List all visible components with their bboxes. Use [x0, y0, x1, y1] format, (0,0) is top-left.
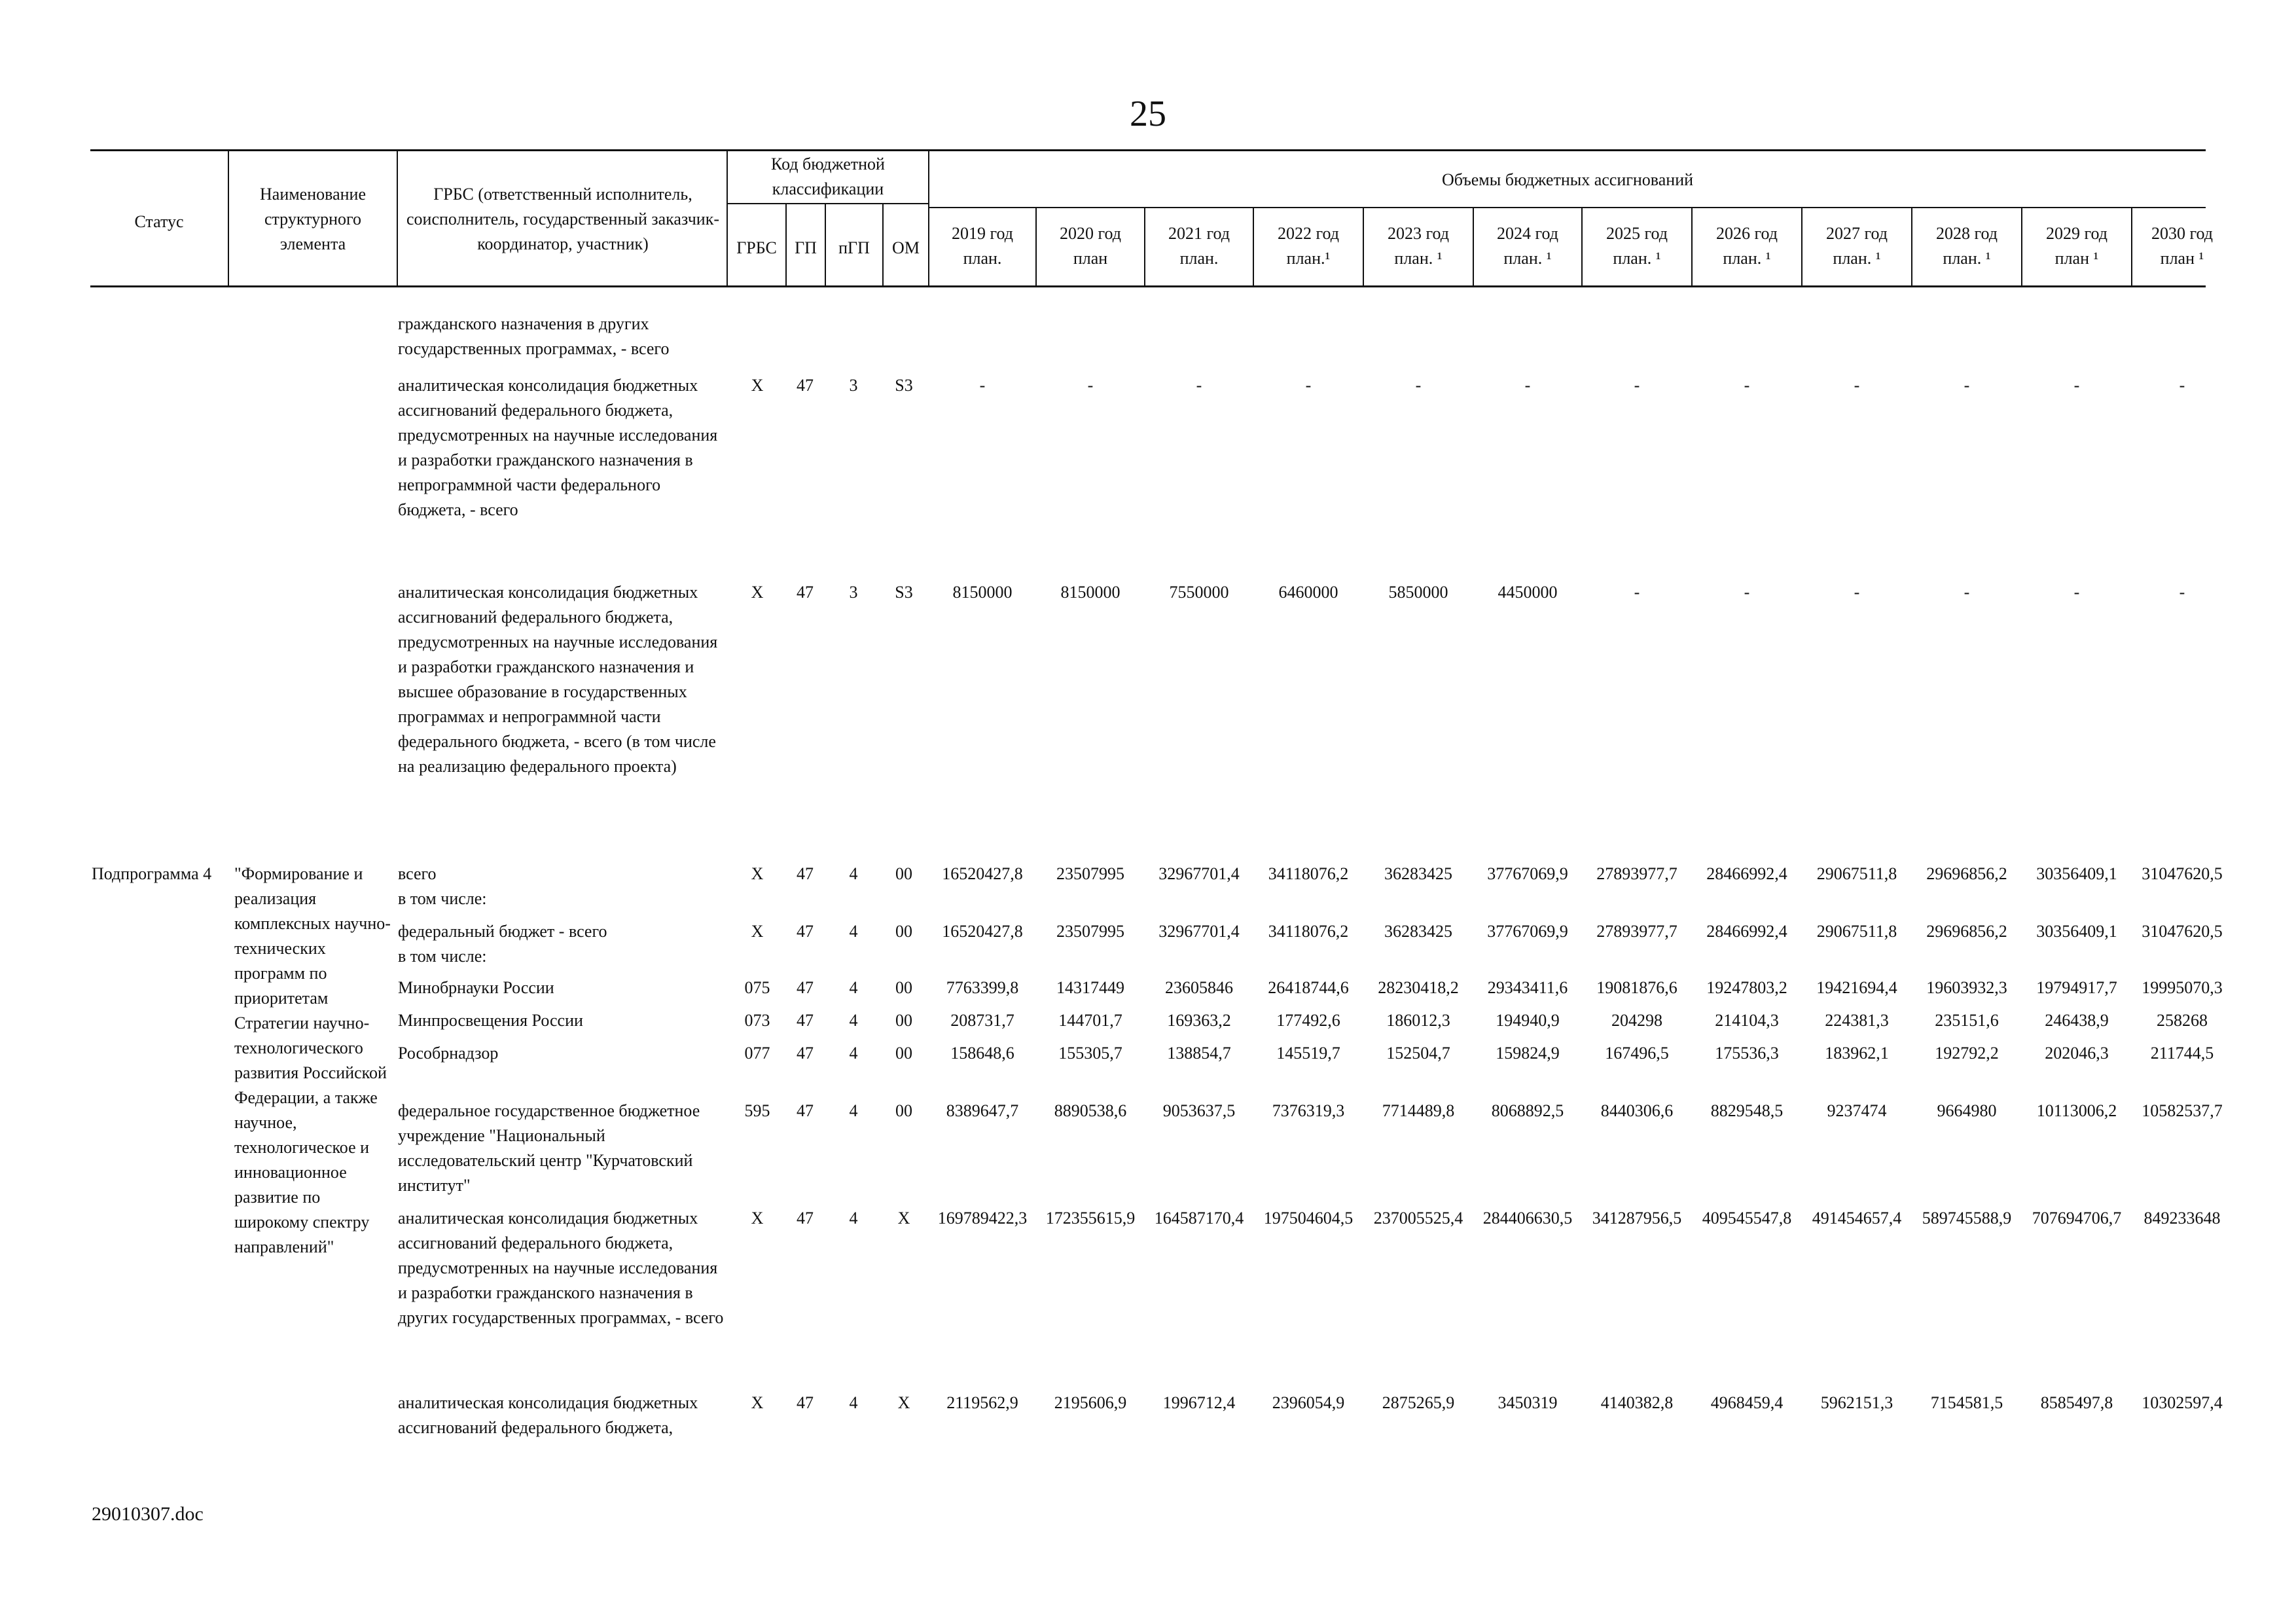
cell-2020: 8150000 — [1060, 583, 1121, 602]
cell-2029: 30356409,1 — [2036, 864, 2117, 883]
cell-pgp: 4 — [849, 864, 858, 883]
row-name: гражданского назначения в других государственных программах, - всего — [398, 314, 670, 358]
cell-2023: 237005525,4 — [1373, 1209, 1463, 1228]
cell-gp: 47 — [797, 1393, 814, 1412]
cell-2027: 183962,1 — [1825, 1044, 1889, 1063]
cell-2027: 491454657,4 — [1812, 1209, 1902, 1228]
cell-2029: - — [2073, 376, 2080, 395]
cell-2027: 19421694,4 — [1816, 978, 1897, 997]
header-year-2027: 2027 год план. ¹ — [1826, 224, 1888, 268]
cell-2024: 3450319 — [1498, 1393, 1558, 1412]
cell-2020: 172355615,9 — [1045, 1209, 1136, 1228]
cell-2019: 158648,6 — [950, 1044, 1014, 1063]
header-year-2029: 2029 год план ¹ — [2046, 224, 2108, 268]
cell-pgp: 4 — [849, 1101, 858, 1120]
cell-2021: 169363,2 — [1167, 1011, 1231, 1030]
cell-2029: 10113006,2 — [2036, 1101, 2117, 1120]
cell-2022: 7376319,3 — [1272, 1101, 1345, 1120]
header-year-2028: 2028 год план. ¹ — [1936, 224, 1998, 268]
header-code-gp: ГП — [795, 238, 817, 257]
cell-2030: 10302597,4 — [2142, 1393, 2223, 1412]
cell-2028: 29696856,2 — [1926, 922, 2007, 941]
cell-2019: 8389647,7 — [946, 1101, 1019, 1120]
cell-gp: 47 — [797, 922, 814, 941]
header-year-2024: 2024 год план. ¹ — [1497, 224, 1558, 268]
cell-2030: - — [2179, 376, 2185, 395]
cell-2027: 29067511,8 — [1816, 864, 1897, 883]
cell-2021: 32967701,4 — [1158, 922, 1240, 941]
cell-2027: 224381,3 — [1825, 1011, 1889, 1030]
cell-2022: - — [1305, 376, 1312, 395]
cell-2026: 19247803,2 — [1706, 978, 1787, 997]
cell-2020: 23507995 — [1056, 922, 1124, 941]
cell-2025: 27893977,7 — [1596, 922, 1677, 941]
cell-2030: 31047620,5 — [2142, 922, 2223, 941]
cell-gp: 47 — [797, 376, 814, 395]
cell-2030: - — [2179, 583, 2185, 602]
cell-pgp: 4 — [849, 1393, 858, 1412]
cell-2027: 5962151,3 — [1820, 1393, 1893, 1412]
cell-2030: 19995070,3 — [2142, 978, 2223, 997]
cell-gp: 47 — [797, 864, 814, 883]
cell-2028: - — [1964, 376, 1970, 395]
cell-om: 00 — [895, 978, 912, 997]
cell-2023: - — [1415, 376, 1422, 395]
cell-2019: 16520427,8 — [942, 922, 1023, 941]
cell-2022: 34118076,2 — [1268, 864, 1349, 883]
cell-2024: 194940,9 — [1496, 1011, 1560, 1030]
cell-2025: 167496,5 — [1605, 1044, 1669, 1063]
header-element: Наименование структурного элемента — [260, 185, 366, 253]
page-number: 25 — [1130, 94, 1166, 134]
cell-2025: - — [1634, 583, 1640, 602]
row-name: федеральное государственное бюджетное учреждение "Национальный исследовательский центр "Курчатовский институт" — [398, 1101, 700, 1195]
row-name: Рособрнадзор — [398, 1044, 499, 1063]
cell-gp: 47 — [797, 1044, 814, 1063]
header-year-2026: 2026 год план. ¹ — [1716, 224, 1778, 268]
cell-2028: 235151,6 — [1935, 1011, 1999, 1030]
row-name: аналитическая консолидация бюджетных ассигнований федерального бюджета, предусмотренных на научные исследования и разработки гражданского назначения и высшее образование в государственных программах и непрограммной части федерального бюджета, - всего (в том числе на реализацию федерального проекта) — [398, 583, 718, 776]
cell-2024: 29343411,6 — [1487, 978, 1568, 997]
cell-2029: 8585497,8 — [2040, 1393, 2113, 1412]
cell-2022: 34118076,2 — [1268, 922, 1349, 941]
cell-2029: 707694706,7 — [2032, 1209, 2122, 1228]
cell-2023: 2875265,9 — [1382, 1393, 1455, 1412]
cell-2022: 197504604,5 — [1263, 1209, 1354, 1228]
cell-2030: 849233648 — [2144, 1209, 2221, 1228]
cell-gp: 47 — [797, 583, 814, 602]
cell-2028: 29696856,2 — [1926, 864, 2007, 883]
cell-2021: - — [1196, 376, 1202, 395]
cell-2019: 2119562,9 — [946, 1393, 1018, 1412]
cell-gp: 47 — [797, 978, 814, 997]
cell-2030: 211744,5 — [2150, 1044, 2214, 1063]
cell-grbs: X — [751, 1393, 764, 1412]
cell-2021: 23605846 — [1165, 978, 1233, 997]
cell-2020: 23507995 — [1056, 864, 1124, 883]
cell-grbs: 073 — [744, 1011, 770, 1030]
cell-2027: 9237474 — [1827, 1101, 1887, 1120]
cell-2025: - — [1634, 376, 1640, 395]
cell-2020: 14317449 — [1056, 978, 1124, 997]
cell-2024: 37767069,9 — [1487, 922, 1568, 941]
volumes-group-rule — [928, 207, 2206, 208]
header-year-2030: 2030 год план ¹ — [2151, 224, 2213, 268]
cell-om: 00 — [895, 1101, 912, 1120]
cell-2025: 204298 — [1611, 1011, 1662, 1030]
cell-2019: 169789422,3 — [937, 1209, 1028, 1228]
cell-grbs: 595 — [744, 1101, 770, 1120]
header-year-2021: 2021 год план. — [1168, 224, 1230, 268]
cell-2023: 36283425 — [1384, 922, 1452, 941]
row-name: всего в том числе: — [398, 864, 487, 908]
cell-pgp: 3 — [849, 376, 858, 395]
cell-2028: 7154581,5 — [1930, 1393, 2003, 1412]
cell-2024: 8068892,5 — [1491, 1101, 1564, 1120]
col-divider — [228, 149, 229, 285]
cell-2023: 7714489,8 — [1382, 1101, 1455, 1120]
cell-2022: 2396054,9 — [1272, 1393, 1345, 1412]
cell-2028: - — [1964, 583, 1970, 602]
row-name: федеральный бюджет - всего в том числе: — [398, 922, 607, 966]
cell-2020: - — [1087, 376, 1094, 395]
subprogram-status: Подпрограмма 4 — [92, 864, 212, 883]
code-group-rule — [726, 203, 928, 204]
header-year-2022: 2022 год план.¹ — [1278, 224, 1339, 268]
cell-2026: 175536,3 — [1715, 1044, 1779, 1063]
col-divider — [726, 149, 728, 285]
cell-2027: - — [1854, 583, 1860, 602]
cell-2026: 214104,3 — [1715, 1011, 1779, 1030]
cell-gp: 47 — [797, 1209, 814, 1228]
cell-2021: 138854,7 — [1167, 1044, 1231, 1063]
row-name: Минобрнауки России — [398, 978, 554, 997]
cell-2019: - — [979, 376, 986, 395]
row-name: Минпросвещения России — [398, 1011, 583, 1030]
cell-2029: 30356409,1 — [2036, 922, 2117, 941]
cell-pgp: 4 — [849, 978, 858, 997]
cell-2020: 8890538,6 — [1054, 1101, 1127, 1120]
cell-2021: 7550000 — [1169, 583, 1229, 602]
cell-2019: 7763399,8 — [946, 978, 1019, 997]
cell-2022: 145519,7 — [1276, 1044, 1340, 1063]
cell-2026: 28466992,4 — [1706, 864, 1787, 883]
cell-grbs: X — [751, 1209, 764, 1228]
cell-2021: 164587170,4 — [1154, 1209, 1244, 1228]
cell-pgp: 4 — [849, 1209, 858, 1228]
cell-2025: 4140382,8 — [1600, 1393, 1674, 1412]
cell-om: S3 — [895, 583, 913, 602]
cell-om: 00 — [895, 1011, 912, 1030]
cell-2029: 202046,3 — [2045, 1044, 2109, 1063]
cell-2025: 27893977,7 — [1596, 864, 1677, 883]
cell-pgp: 4 — [849, 1044, 858, 1063]
cell-2029: 246438,9 — [2045, 1011, 2109, 1030]
cell-2023: 152504,7 — [1386, 1044, 1450, 1063]
cell-2023: 36283425 — [1384, 864, 1452, 883]
row-name: аналитическая консолидация бюджетных ассигнований федерального бюджета, предусмотренных на научные исследования и разработки гражданского назначения в других государственных программах, - всего — [398, 1209, 724, 1327]
header-code-pgp: пГП — [838, 238, 870, 257]
header-year-2020: 2020 год план — [1060, 224, 1121, 268]
cell-om: X — [897, 1209, 910, 1228]
header-volumes: Объемы бюджетных ассигнований — [1441, 170, 1694, 189]
cell-grbs: 077 — [744, 1044, 770, 1063]
cell-grbs: X — [751, 376, 764, 395]
cell-2026: - — [1744, 376, 1750, 395]
cell-pgp: 4 — [849, 1011, 858, 1030]
cell-2026: 4968459,4 — [1710, 1393, 1784, 1412]
cell-2022: 177492,6 — [1276, 1011, 1340, 1030]
cell-om: S3 — [895, 376, 913, 395]
cell-2025: 8440306,6 — [1600, 1101, 1674, 1120]
subprogram-element-name: "Формирование и реализация комплексных научно-технических программ по приоритетам Стратегии научно-технологического развития Российской Федерации, а также научное, технологическое и инновационное развитие по широкому спектру направлений" — [234, 864, 391, 1256]
header-code-grbs: ГРБС — [736, 238, 777, 257]
cell-2025: 19081876,6 — [1596, 978, 1677, 997]
cell-2023: 28230418,2 — [1378, 978, 1459, 997]
cell-2021: 32967701,4 — [1158, 864, 1240, 883]
cell-om: 00 — [895, 864, 912, 883]
cell-om: X — [897, 1393, 910, 1412]
cell-2025: 341287956,5 — [1592, 1209, 1682, 1228]
cell-2019: 8150000 — [952, 583, 1013, 602]
header-year-2025: 2025 год план. ¹ — [1606, 224, 1668, 268]
cell-2026: 8829548,5 — [1710, 1101, 1784, 1120]
cell-pgp: 4 — [849, 922, 858, 941]
cell-grbs: X — [751, 922, 764, 941]
cell-2026: - — [1744, 583, 1750, 602]
cell-grbs: 075 — [744, 978, 770, 997]
col-divider — [397, 149, 398, 285]
cell-2019: 208731,7 — [950, 1011, 1014, 1030]
cell-2024: 284406630,5 — [1482, 1209, 1573, 1228]
cell-2020: 155305,7 — [1058, 1044, 1122, 1063]
cell-om: 00 — [895, 922, 912, 941]
cell-2023: 5850000 — [1388, 583, 1448, 602]
cell-2021: 1996712,4 — [1162, 1393, 1236, 1412]
cell-2026: 409545547,8 — [1702, 1209, 1792, 1228]
header-code-om: ОМ — [892, 238, 920, 257]
cell-2024: - — [1524, 376, 1531, 395]
cell-2028: 19603932,3 — [1926, 978, 2007, 997]
row-name: аналитическая консолидация бюджетных ассигнований федерального бюджета, — [398, 1393, 698, 1437]
cell-gp: 47 — [797, 1101, 814, 1120]
cell-2020: 2195606,9 — [1054, 1393, 1127, 1412]
cell-2027: - — [1854, 376, 1860, 395]
cell-2030: 31047620,5 — [2142, 864, 2223, 883]
header-code-group: Код бюджетной классификации — [771, 155, 885, 198]
cell-2029: - — [2073, 583, 2080, 602]
header-grbs-responsible: ГРБС (ответственный исполнитель, соисполнитель, государственный заказчик-координатор, участник) — [406, 185, 719, 253]
header-year-2019: 2019 год план. — [952, 224, 1013, 268]
cell-pgp: 3 — [849, 583, 858, 602]
cell-2028: 192792,2 — [1935, 1044, 1999, 1063]
cell-2026: 28466992,4 — [1706, 922, 1787, 941]
cell-om: 00 — [895, 1044, 912, 1063]
cell-2021: 9053637,5 — [1162, 1101, 1236, 1120]
cell-2028: 589745588,9 — [1922, 1209, 2012, 1228]
row-name: аналитическая консолидация бюджетных ассигнований федерального бюджета, предусмотренных на научные исследования и разработки гражданского назначения в непрограммной части федерального бюджета, - всего — [398, 376, 718, 519]
cell-2019: 16520427,8 — [942, 864, 1023, 883]
cell-2028: 9664980 — [1937, 1101, 1997, 1120]
cell-2022: 26418744,6 — [1268, 978, 1349, 997]
cell-2024: 159824,9 — [1496, 1044, 1560, 1063]
cell-2024: 37767069,9 — [1487, 864, 1568, 883]
header-top-rule — [90, 149, 2206, 151]
cell-2020: 144701,7 — [1058, 1011, 1122, 1030]
cell-grbs: X — [751, 864, 764, 883]
cell-2029: 19794917,7 — [2036, 978, 2117, 997]
footer-filename: 29010307.doc — [92, 1503, 204, 1525]
cell-2023: 186012,3 — [1386, 1011, 1450, 1030]
cell-2022: 6460000 — [1278, 583, 1338, 602]
cell-grbs: X — [751, 583, 764, 602]
cell-2024: 4450000 — [1498, 583, 1558, 602]
cell-2027: 29067511,8 — [1816, 922, 1897, 941]
cell-gp: 47 — [797, 1011, 814, 1030]
cell-2030: 10582537,7 — [2142, 1101, 2223, 1120]
header-bottom-rule — [90, 285, 2206, 287]
header-status: Статус — [134, 212, 184, 231]
header-year-2023: 2023 год план. ¹ — [1388, 224, 1449, 268]
cell-2030: 258268 — [2157, 1011, 2208, 1030]
